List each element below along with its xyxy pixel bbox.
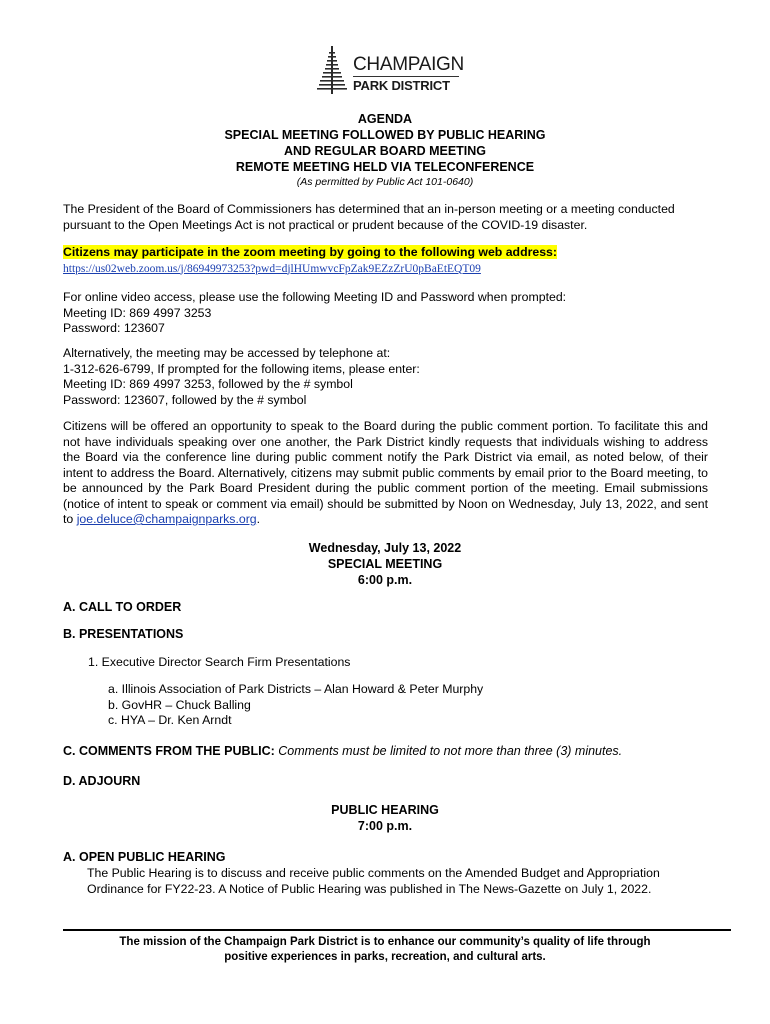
zoom-block [63, 245, 708, 277]
phone-line2: 1-312-626-6799, If prompted for the following items, please enter: [63, 361, 420, 376]
meeting-time: 6:00 p.m. [357, 573, 413, 587]
special-meeting-heading [0, 540, 770, 588]
header-subnote: (As permitted by Public Act 101-0640) [296, 176, 474, 188]
phone-line4: Password: 123607, followed by the # symbol [63, 392, 307, 407]
zoom-link[interactable]: https://us02web.zoom.us/j/86949973253?pwd=djlHUmwvcFpZak9EZzZrU0pBaEtEQT09 [63, 262, 481, 275]
presentation-sub-c: c. HYA – Dr. Ken Arndt [108, 713, 232, 727]
zoom-highlight: Citizens may participate in the zoom meeting by going to the following web address: [63, 245, 557, 259]
presentation-sub-a: a. Illinois Association of Park Districts – Alan Howard & Peter Murphy [108, 682, 484, 696]
header-line3: AND REGULAR BOARD MEETING [283, 144, 487, 158]
meeting-date: Wednesday, July 13, 2022 [308, 541, 462, 555]
public-hearing-heading [0, 802, 770, 834]
section-c-label: C. COMMENTS FROM THE PUBLIC: [63, 744, 275, 758]
comment-text: Citizens will be offered an opportunity to speak to the Board during the public comment portion. To facilitate this and not have individuals speaking over one another, the Park District kindly requests that individuals wishing to address the Board via the conference line during public comment notify the Park District via email, as noted below, of their intent to address the Board. Alternatively, citizens may submit public comments by email prior to the Board meeting, to be announced by the Park Board President during the public comment portion of the meeting. Email submissions (notice of intent to speak or comment via email) should be submitted by Noon on Wednesday, July 13, 2022, and sent to [63, 419, 708, 526]
hearing-time: 7:00 p.m. [357, 819, 413, 833]
section-d-adjourn: D. ADJOURN [63, 774, 141, 788]
public-comment-paragraph [63, 419, 708, 528]
mission-line1: The mission of the Champaign Park District is to enhance our community’s quality of life through [119, 936, 651, 948]
header-line2: SPECIAL MEETING FOLLOWED BY PUBLIC HEARING [224, 128, 546, 142]
header-line4: REMOTE MEETING HELD VIA TELECONFERENCE [235, 160, 535, 174]
champaign-park-district-logo [315, 46, 464, 94]
meeting-title: SPECIAL MEETING [327, 557, 443, 571]
header-line1: AGENDA [357, 112, 413, 126]
mission-statement [0, 935, 770, 965]
section-a-call-to-order: A. CALL TO ORDER [63, 600, 182, 614]
agenda-header [0, 111, 770, 175]
presentation-sub-b: b. GovHR – Chuck Balling [108, 698, 251, 712]
hearing-section-a-text: The Public Hearing is to discuss and receive public comments on the Amended Budget and Appropriation Ordinance for FY22-23. A Notice of Public Hearing was published in The News-Gazette on July 1, 2022. [87, 866, 660, 896]
comment-end: . [256, 512, 261, 526]
mission-line2: positive experiences in parks, recreation, and cultural arts. [224, 951, 546, 963]
section-c-note: Comments must be limited to not more than three (3) minutes. [274, 744, 623, 758]
video-line1: For online video access, please use the following Meeting ID and Password when prompted: [63, 290, 567, 304]
intro-paragraph: The President of the Board of Commissioners has determined that an in-person meeting or a meeting conducted pursuant to the Open Meetings Act is not practical or prudent because of the COVID-19 disaster. [63, 202, 675, 232]
logo-line1: CHAMPAIGN [353, 54, 464, 75]
hearing-title: PUBLIC HEARING [331, 803, 439, 817]
section-b-presentations: B. PRESENTATIONS [63, 627, 184, 641]
presentation-item-1: 1. Executive Director Search Firm Presentations [88, 655, 351, 669]
email-link[interactable]: joe.deluce@champaignparks.org [76, 512, 257, 526]
hearing-section-a: A. OPEN PUBLIC HEARING [63, 850, 226, 864]
meeting-password: Password: 123607 [63, 321, 165, 335]
phone-line3: Meeting ID: 869 4997 3253, followed by the # symbol [63, 377, 353, 391]
tree-icon [315, 46, 349, 94]
logo-line2: PARK DISTRICT [353, 78, 450, 93]
video-access-block [63, 290, 708, 337]
logo-divider [353, 76, 459, 77]
footer-divider [63, 929, 731, 931]
phone-access-block [63, 346, 708, 408]
section-c-comments [63, 744, 622, 758]
phone-line1: Alternatively, the meeting may be accessed by telephone at: [63, 346, 391, 360]
meeting-id: Meeting ID: 869 4997 3253 [63, 305, 212, 320]
